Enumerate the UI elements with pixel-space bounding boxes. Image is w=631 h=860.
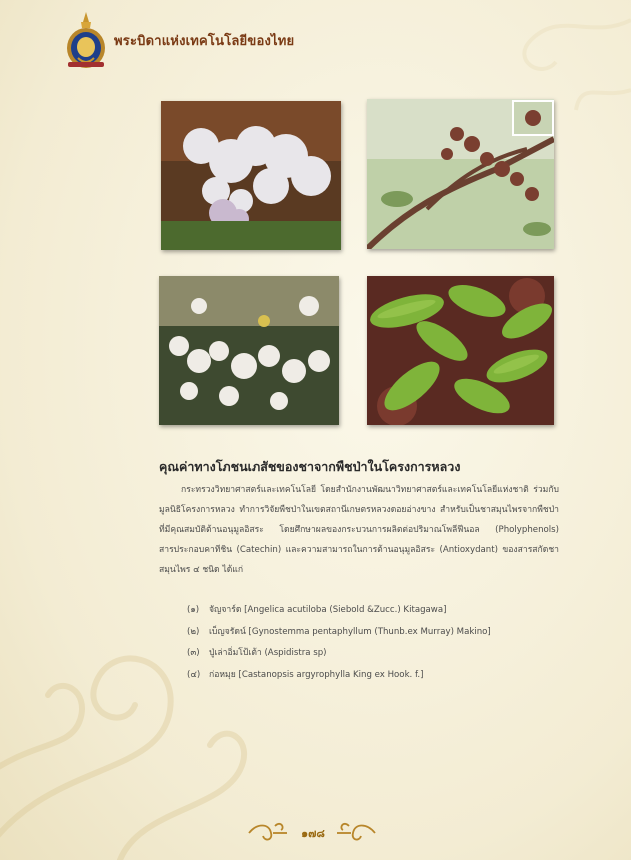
list-item-text: จัญจาร์ด [Angelica acutiloba (Siebold &Zucc.) Kitagawa] <box>209 605 447 615</box>
list-item <box>187 665 567 687</box>
header-title: พระบิดาแห่งเทคโนโลยีของไทย <box>114 33 295 49</box>
section-title: คุณค่าทางโภชนเภสัชของชาจากพืชป่าในโครงการหลวง <box>159 459 461 474</box>
paragraph-text: กระทรวงวิทยาศาสตร์และเทคโนโลยี โดยสำนักงานพัฒนาวิทยาศาสตร์และเทคโนโลยีแห่งชาติ ร่วมกับมูลนิธิโครงการหลวง ทำการวิจัยพืชป่าในเขตสถานีเกษตรหลวงดอยอ่างขาง สำหรับเป็นชาสมุนไพรจากพืชป่าที่มีคุณสมบัติต้านอนุมูลอิสระ โดยศึกษาผลของกระบวนการผลิตต่อปริมาณโพลีฟีนอล (Pholyphenols) สารประกอบคาทีชิน (Catechin) และความสามารถในการต้านอนุมูลอิสระ (Antioxydant) ของสารสกัดชาสมุนไพร ๔ ชนิด ได้แก่ <box>159 485 559 575</box>
list-item <box>187 622 567 644</box>
list-item <box>187 643 567 665</box>
body-paragraph <box>159 480 559 580</box>
page-header <box>64 8 294 72</box>
list-item-number: (๒) <box>187 626 200 637</box>
list-item <box>187 600 567 622</box>
photo-small-white-flowers <box>159 276 339 425</box>
royal-emblem-icon <box>64 10 108 70</box>
herb-list <box>187 600 567 686</box>
photo-seed-cluster-branch <box>367 99 554 249</box>
list-item-text: เบ็ญจรัดน์ [Gynostemma pentaphyllum (Thunb.ex Murray) Makino] <box>209 626 491 637</box>
list-item-text: ปู่เล่าอิ่มโป้เต้า (Aspidistra sp) <box>209 648 327 658</box>
list-item-number: (๓) <box>187 648 200 658</box>
list-item-number: (๔) <box>187 669 201 680</box>
list-item-text: ก่อหมุย [Castanopsis argyrophylla King ex Hook. f.] <box>209 669 424 680</box>
list-item-number: (๑) <box>187 605 200 615</box>
photo-white-yarrow-flowers <box>161 101 341 250</box>
photo-green-leaf-plant <box>367 276 554 425</box>
page-number: ๑๗๘ <box>301 827 325 840</box>
